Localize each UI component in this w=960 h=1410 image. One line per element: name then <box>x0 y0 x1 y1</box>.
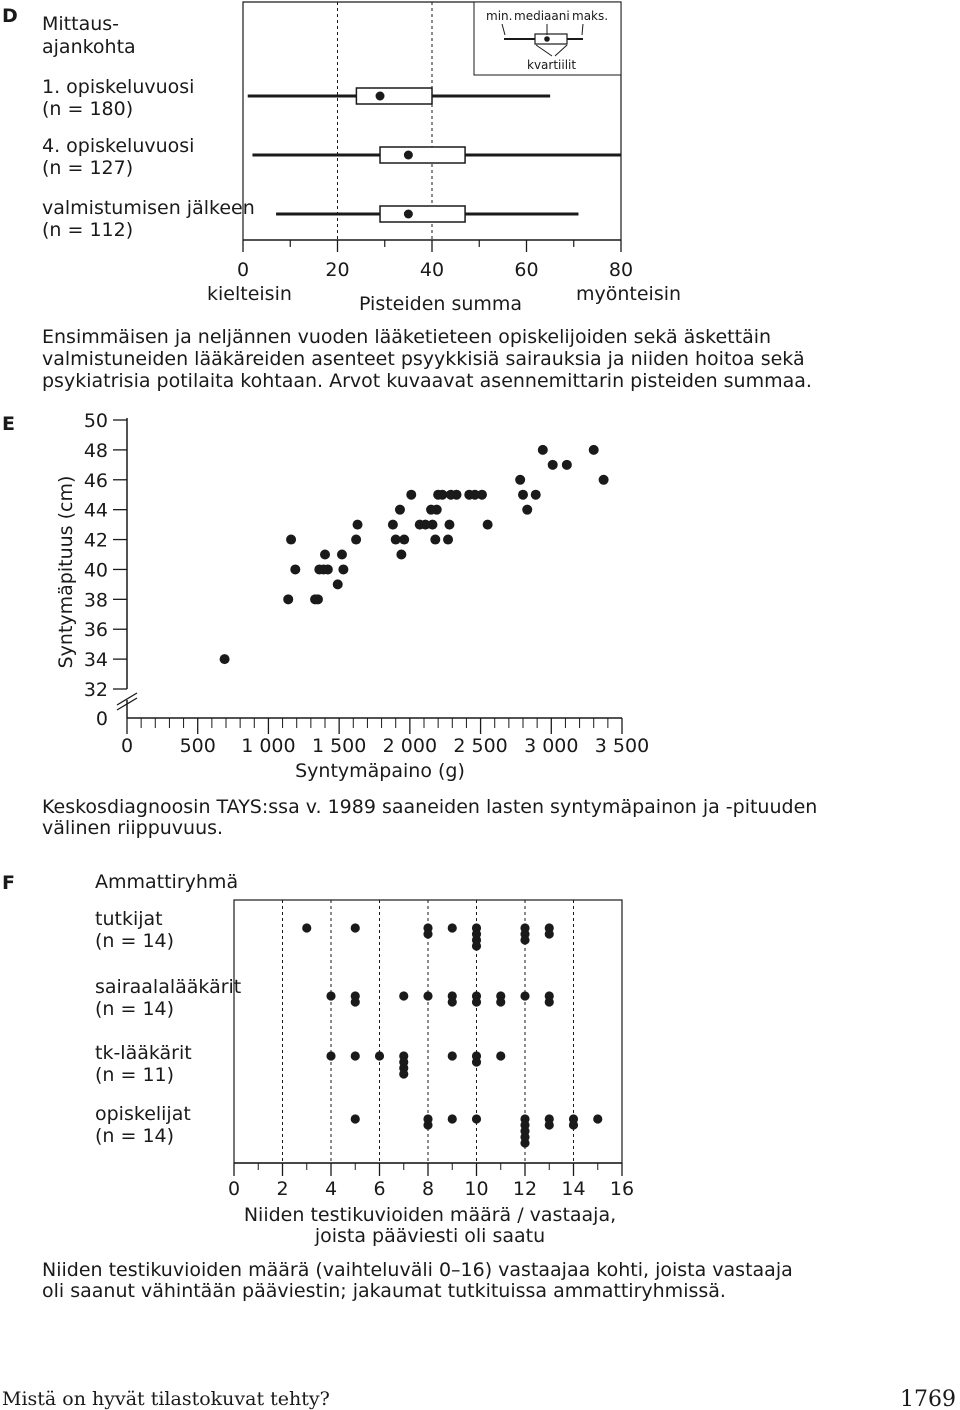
panel-e-scatter-points <box>220 445 609 664</box>
page-number: 1769 <box>900 1387 956 1410</box>
panel-d-x-tick-label-4: 80 <box>608 259 634 281</box>
dot-value-5 <box>351 997 360 1006</box>
panel-f-x-axis-title-line2: joista pääviesti oli saatu <box>314 1225 546 1247</box>
panel-d-x-tick-label-0: 0 <box>236 259 250 281</box>
scatter-point-19 <box>399 535 409 545</box>
scatter-point-36 <box>483 520 493 530</box>
scatter-point-30 <box>444 520 454 530</box>
scatter-point-8 <box>320 550 330 560</box>
panel-e-y-tick-label-7: 46 <box>83 469 108 492</box>
dot-value-12 <box>520 935 529 944</box>
panel-f-group-label-4b: (n = 14) <box>95 1125 175 1147</box>
scatter-point-20 <box>406 490 416 500</box>
dot-value-13 <box>545 1120 554 1129</box>
footer-title: Mistä on hyvät tilastokuvat tehty? <box>2 1388 330 1410</box>
panel-e-y-tick-label-3: 38 <box>83 589 108 612</box>
scatter-point-10 <box>333 579 343 589</box>
scatter-point-45 <box>599 475 609 485</box>
panel-e-caption-line2: välinen riippuvuus. <box>42 817 224 839</box>
panel-e-y-tick-label-2: 36 <box>83 619 108 642</box>
panel-d-x-axis-title: Pisteiden summa <box>359 293 523 315</box>
panel-e-x-tick-label-2: 1 000 <box>241 735 296 757</box>
panel-f-x-tick-label-6: 12 <box>512 1178 538 1200</box>
panel-e-letter: E <box>2 413 15 435</box>
panel-e-y-tick-label-8: 48 <box>83 439 108 462</box>
panel-f-dot-group-3 <box>326 1051 505 1078</box>
panel-d-row-label-3a: valmistumisen jälkeen <box>42 197 255 219</box>
panel-d-x-left-label: kielteisin <box>207 283 292 305</box>
scatter-point-26 <box>432 505 442 515</box>
panel-d-row-label-3b: (n = 112) <box>42 219 134 241</box>
boxplot-box <box>380 206 465 222</box>
panel-f-group-label-2a: sairaalalääkärit <box>95 976 242 998</box>
dot-value-12 <box>520 991 529 1000</box>
scatter-point-0 <box>220 654 230 664</box>
dot-value-8 <box>423 991 432 1000</box>
scatter-point-14 <box>353 520 363 530</box>
dot-value-7 <box>399 991 408 1000</box>
panel-e-y-tick-label-4: 40 <box>83 559 108 582</box>
panel-e-x-tick-label-6: 3 000 <box>524 735 579 757</box>
panel-f-x-tick-label-4: 8 <box>421 1178 435 1200</box>
scatter-point-35 <box>477 490 487 500</box>
dot-value-9 <box>448 1051 457 1060</box>
panel-f-group-label-2b: (n = 14) <box>95 998 175 1020</box>
panel-d-boxplot-1 <box>248 88 550 104</box>
scatter-point-12 <box>338 564 348 574</box>
dot-value-11 <box>496 1051 505 1060</box>
scatter-point-44 <box>589 445 599 455</box>
dot-value-13 <box>545 929 554 938</box>
panel-f-group-label-1a: tutkijat <box>95 908 163 930</box>
legend-max-label: maks. <box>572 9 609 23</box>
panel-f-group-label-1b: (n = 14) <box>95 930 175 952</box>
boxplot-box <box>380 147 465 163</box>
boxplot-median-dot <box>376 92 385 101</box>
scatter-point-17 <box>395 505 405 515</box>
boxplot-median-dot <box>404 210 413 219</box>
panel-d-x-ticks <box>237 240 633 281</box>
panel-f-column-header: Ammattiryhmä <box>95 871 239 893</box>
panel-d-boxplot-3 <box>276 206 578 222</box>
scatter-point-37 <box>515 475 525 485</box>
panel-d-row-header-line2: ajankohta <box>42 36 136 58</box>
panel-e-x-tick-label-0: 0 <box>120 735 134 757</box>
panel-f-dot-group-2 <box>326 991 553 1006</box>
panel-d-x-tick-label-1: 20 <box>325 259 350 281</box>
dot-value-10 <box>472 1114 481 1123</box>
panel-d-x-tick-label-3: 60 <box>514 259 539 281</box>
panel-f-x-axis-title-line1: Niiden testikuvioiden määrä / vastaaja, <box>243 1204 617 1226</box>
scatter-point-43 <box>562 460 572 470</box>
dot-value-4 <box>326 991 335 1000</box>
legend-quartiles-label: kvartiilit <box>527 58 577 72</box>
panel-e-x-tick-label-5: 2 500 <box>453 735 508 757</box>
panel-f-x-tick-label-0: 0 <box>227 1178 241 1200</box>
scatter-point-15 <box>388 520 398 530</box>
scatter-point-29 <box>443 535 453 545</box>
dot-value-5 <box>351 1114 360 1123</box>
dot-value-9 <box>448 923 457 932</box>
panel-f-caption-line1: Niiden testikuvioiden määrä (vaihteluväli 0–16) vastaajaa kohti, joista vastaaja <box>42 1259 793 1281</box>
panel-d-x-right-label: myönteisin <box>576 283 682 305</box>
panel-e-x-axis-title: Syntymäpaino (g) <box>295 760 465 782</box>
dot-value-14 <box>569 1120 578 1129</box>
panel-e-caption-line1: Keskosdiagnoosin TAYS:ssa v. 1989 saaneiden lasten syntymäpainon ja -pituuden <box>42 796 818 818</box>
panel-f-x-tick-label-7: 14 <box>561 1178 586 1200</box>
dot-value-8 <box>423 1120 432 1129</box>
dot-value-11 <box>496 997 505 1006</box>
panel-f-dot-columns <box>302 923 602 1147</box>
panel-e-x-tick-label-4: 2 000 <box>382 735 438 757</box>
scatter-point-5 <box>313 594 323 604</box>
scatter-point-42 <box>548 460 558 470</box>
legend-box <box>535 34 567 44</box>
dot-value-12 <box>520 1138 529 1147</box>
dot-value-9 <box>448 1114 457 1123</box>
panel-d-boxplots <box>248 88 621 222</box>
panel-d-row-label-1a: 1. opiskeluvuosi <box>42 76 195 98</box>
panel-d-row-label-2b: (n = 127) <box>42 157 134 179</box>
scatter-point-9 <box>323 564 333 574</box>
scatter-point-11 <box>337 550 347 560</box>
panel-d-boxplot-2 <box>252 147 621 163</box>
panel-d-caption-line1: Ensimmäisen ja neljännen vuoden lääketieteen opiskelijoiden sekä äskettäin <box>42 326 772 348</box>
dot-value-13 <box>545 997 554 1006</box>
panel-e-y-tick-label-9: 50 <box>83 410 108 432</box>
boxplot-median-dot <box>404 151 413 160</box>
panel-e-x-tick-label-3: 1 500 <box>311 735 367 757</box>
scatter-point-2 <box>286 535 296 545</box>
panel-d-legend <box>474 2 621 75</box>
panel-d-gridlines <box>338 2 433 240</box>
scatter-point-38 <box>518 490 528 500</box>
dot-value-10 <box>472 1057 481 1066</box>
scatter-point-13 <box>351 535 361 545</box>
dot-value-4 <box>326 1051 335 1060</box>
panel-e-x-tick-label-1: 500 <box>179 735 216 757</box>
legend-median-dot <box>544 36 550 42</box>
panel-e-y-tick-label-6: 44 <box>83 499 108 522</box>
dot-value-9 <box>448 997 457 1006</box>
scatter-point-18 <box>396 550 406 560</box>
panel-f-letter: F <box>2 872 15 894</box>
panel-e-x-ticks <box>121 718 649 757</box>
scatter-point-40 <box>531 490 541 500</box>
dot-value-7 <box>399 1069 408 1078</box>
panel-e-y-tick-label-1: 34 <box>83 649 108 672</box>
legend-min-label: min. <box>486 9 513 23</box>
panel-e-y-ticks <box>84 410 127 701</box>
panel-e-x-tick-label-7: 3 500 <box>594 735 650 757</box>
scatter-point-3 <box>290 564 300 574</box>
dot-value-10 <box>472 941 481 950</box>
panel-d-x-tick-label-2: 40 <box>419 259 445 281</box>
panel-f-caption-line2: oli saanut vähintään pääviestin; jakaumat tutkituissa ammattiryhmissä. <box>42 1280 726 1302</box>
panel-f-x-ticks <box>228 1163 634 1200</box>
scatter-point-32 <box>452 490 462 500</box>
scatter-point-39 <box>522 505 532 515</box>
panel-f-x-tick-label-1: 2 <box>276 1178 289 1200</box>
panel-e-y-tick-label-5: 42 <box>83 529 108 552</box>
panel-d-row-header-line1: Mittaus- <box>42 13 120 35</box>
legend-median-label: mediaani <box>514 9 570 23</box>
scatter-point-24 <box>427 520 437 530</box>
boxplot-box <box>356 88 432 104</box>
dot-value-15 <box>593 1114 602 1123</box>
panel-d-caption-line3: psykiatrisia potilaita kohtaan. Arvot kuvaavat asennemittarin pisteiden summaa. <box>42 370 812 392</box>
panel-e-y-tick-label-0: 32 <box>83 679 108 701</box>
panel-d-row-label-2a: 4. opiskeluvuosi <box>42 135 195 157</box>
panel-f-group-label-3a: tk-lääkärit <box>95 1042 192 1064</box>
scatter-point-25 <box>430 535 440 545</box>
dot-value-3 <box>302 923 311 932</box>
dot-value-6 <box>375 1051 384 1060</box>
panel-d-letter: D <box>2 5 18 27</box>
panel-f-x-tick-label-5: 10 <box>464 1178 489 1200</box>
panel-f-group-label-4a: opiskelijat <box>95 1103 191 1125</box>
panel-f-x-tick-label-3: 6 <box>373 1178 386 1200</box>
panel-d-row-label-1b: (n = 180) <box>42 98 134 120</box>
panel-f-dot-group-1 <box>302 923 554 950</box>
scatter-point-41 <box>538 445 548 455</box>
dot-value-8 <box>423 929 432 938</box>
panel-d-caption-line2: valmistuneiden lääkäreiden asenteet psyykkisiä sairauksia ja niiden hoitoa sekä <box>42 348 805 370</box>
dot-value-5 <box>351 1051 360 1060</box>
dot-value-10 <box>472 997 481 1006</box>
panel-f-x-tick-label-8: 16 <box>609 1178 635 1200</box>
scatter-point-1 <box>283 594 293 604</box>
panel-f-x-tick-label-2: 4 <box>324 1178 338 1200</box>
panel-f-group-label-3b: (n = 11) <box>95 1064 175 1086</box>
dot-value-5 <box>351 923 360 932</box>
panel-e-y-axis-title: Syntymäpituus (cm) <box>55 475 77 669</box>
panel-e-y-origin-label: 0 <box>95 708 108 730</box>
